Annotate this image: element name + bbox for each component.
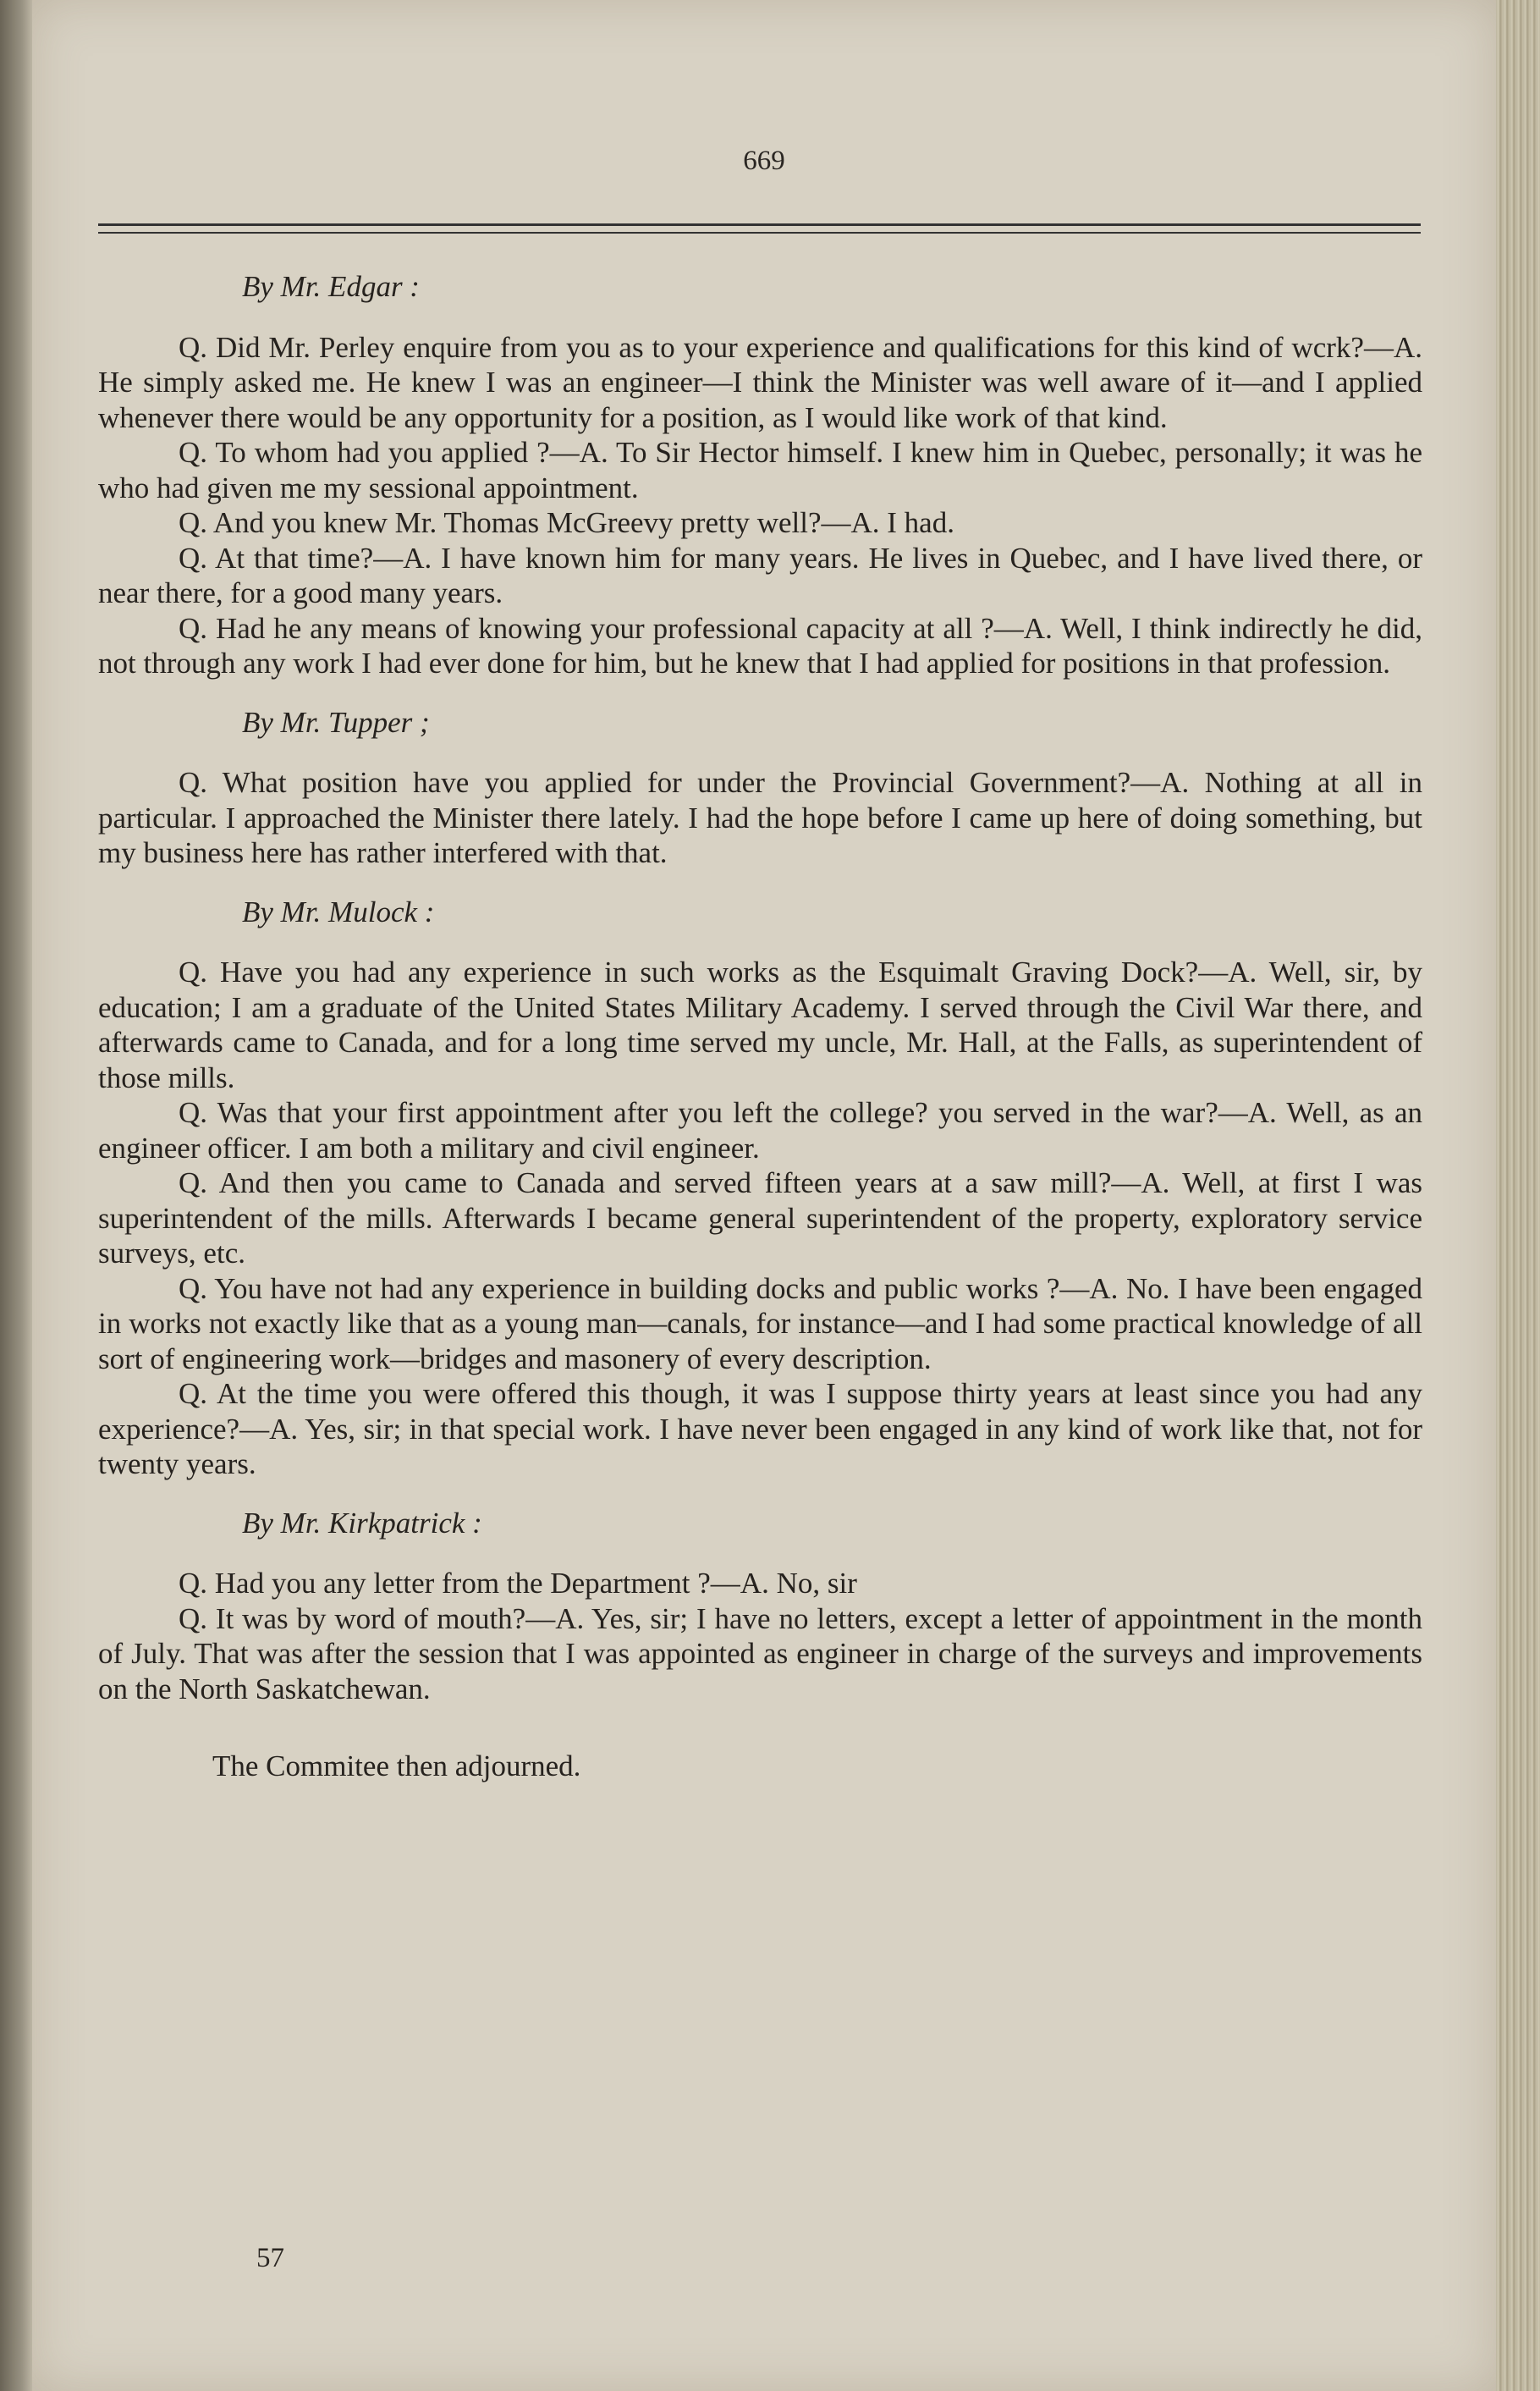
paragraph: Q. To whom had you applied ?—A. To Sir Hector himself. I knew him in Quebec, personally; it was he who had given me my sessional appointment. xyxy=(98,436,1422,504)
book-binding xyxy=(0,0,32,2391)
paragraph: Q. Have you had any experience in such works as the Esquimalt Graving Dock?—A. Well, sir, by education; I am a graduate of the United States Military Academy. I served through the Civil War there, and afterwards came to Canada, and for a long time served my uncle, Mr. Hall, at the Falls, as superintendent of those mills. xyxy=(98,956,1422,1094)
closing-line: The Commitee then adjourned. xyxy=(212,1749,581,1782)
paragraph: Q. At the time you were offered this though, it was I suppose thirty years at least since you had any experience?—A. Yes, sir; in that special work. I have never been engaged in any kind of work like that, not for twenty years. xyxy=(98,1377,1422,1480)
section-heading-mulock: By Mr. Mulock : xyxy=(242,895,435,928)
header-rule-thin xyxy=(98,232,1421,234)
section-heading-edgar: By Mr. Edgar : xyxy=(242,270,420,303)
paragraph: Q. What position have you applied for under the Provincial Government?—A. Nothing at all in particular. I approached the Minister there lately. I had the hope before I came up here of doing something, but my business here has rather interfered with that. xyxy=(98,766,1422,869)
paragraph: Q. You have not had any experience in building docks and public works ?—A. No. I have been engaged in works not exactly like that as a young man—canals, for instance—and I had some practical knowledge of all sort of engineering work—bridges and masonery of every description. xyxy=(98,1271,1422,1375)
paragraph: Q. And then you came to Canada and served fifteen years at a saw mill?—A. Well, at first I was superintendent of the mills. Afterwards I became general superintendent of the property, exploratory service surveys, etc. xyxy=(98,1166,1422,1270)
paragraph: Q. Was that your first appointment after you left the college? you served in the war?—A. Well, as an engineer officer. I am both a military and civil engineer. xyxy=(98,1096,1422,1165)
paragraph: Q. At that time?—A. I have known him for many years. He lives in Quebec, and I have lived there, or near there, for a good many years. xyxy=(98,541,1422,609)
signature-mark: 57 xyxy=(256,2243,284,2273)
document-page xyxy=(32,0,1496,2391)
paragraph: Q. And you knew Mr. Thomas McGreevy pretty well?—A. I had. xyxy=(179,506,954,539)
paragraph: Q. Had he any means of knowing your professional capacity at all ?—A. Well, I think indirectly he did, not through any work I had ever done for him, but he knew that I had applied for positions in that profession. xyxy=(98,611,1422,680)
paragraph: Q. It was by word of mouth?—A. Yes, sir; I have no letters, except a letter of appointment in the month of July. That was after the session that I was appointed as engineer in charge of the surveys and improvements on the North Saskatchewan. xyxy=(98,1601,1422,1705)
paragraph: Q. Had you any letter from the Department ?—A. No, sir xyxy=(179,1567,857,1600)
page-number: 669 xyxy=(743,146,785,176)
section-heading-tupper: By Mr. Tupper ; xyxy=(242,705,430,739)
page-body xyxy=(98,269,1422,1784)
header-rule xyxy=(98,223,1421,226)
section-heading-kirkpatrick: By Mr. Kirkpatrick : xyxy=(242,1506,482,1540)
page-edges xyxy=(1496,0,1540,2391)
paragraph: Q. Did Mr. Perley enquire from you as to your experience and qualifications for this kind of wcrk?—A. He simply asked me. He knew I was an engineer—I think the Minister was well aware of it—and I applied whenever there would be any opportunity for a position, as I would like work of that kind. xyxy=(98,330,1422,434)
